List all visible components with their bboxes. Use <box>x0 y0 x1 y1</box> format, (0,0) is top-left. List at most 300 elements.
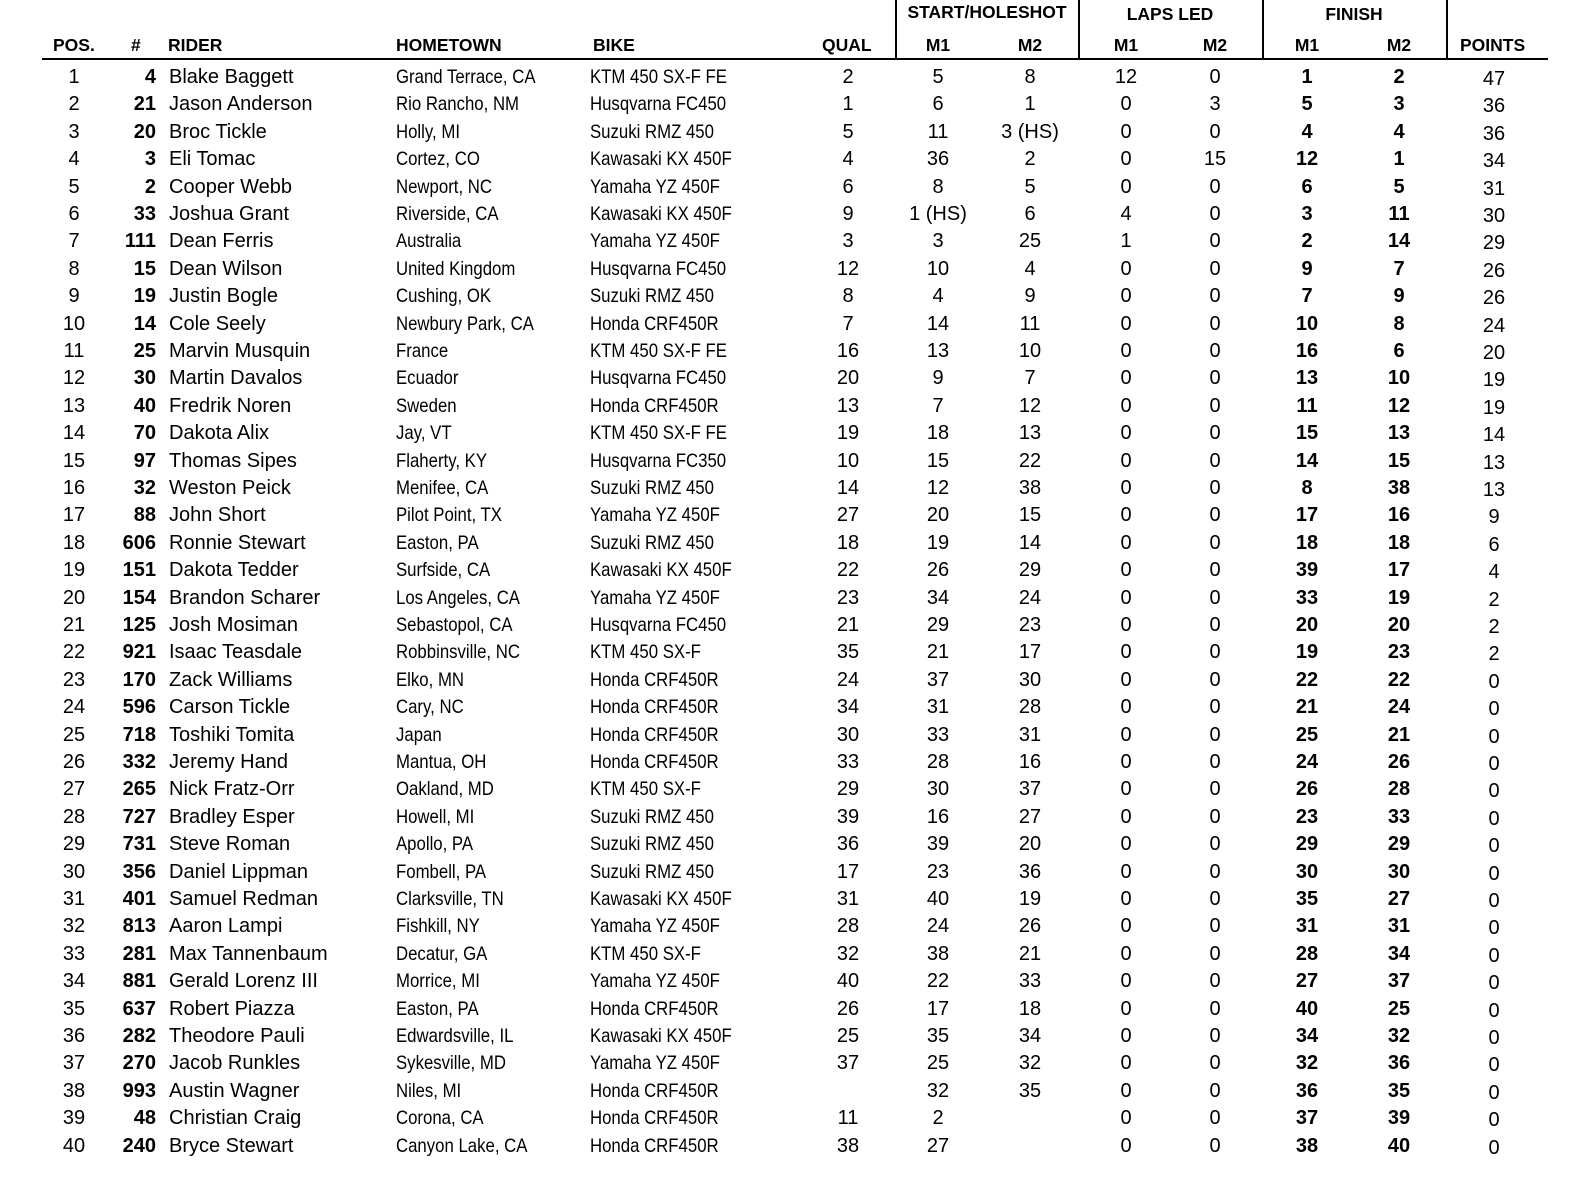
cell-start-m1: 20 <box>926 504 950 527</box>
cell-number: 606 <box>122 531 156 554</box>
cell-bike <box>590 1132 740 1160</box>
cell-rider: Max Tannenbaum <box>169 942 328 965</box>
cell-laps-m1: 0 <box>1120 531 1132 554</box>
cell-bike-text: Yamaha YZ 450F <box>590 504 720 527</box>
cell-bike-text: Honda CRF450R <box>590 1107 719 1130</box>
cell-bike-text: Kawasaki KX 450F <box>590 203 732 225</box>
cell-start-m1: 31 <box>926 696 950 719</box>
cell-finish-m2: 12 <box>1387 394 1411 417</box>
cell-hometown <box>396 666 475 694</box>
cell-pos: 1 <box>68 66 80 88</box>
cell-qual: 16 <box>836 340 860 362</box>
cell-bike <box>590 337 749 365</box>
cell-number: 154 <box>122 586 156 609</box>
cell-laps-m2: 0 <box>1209 668 1221 691</box>
cell-rider: Austin Wagner <box>169 1079 300 1102</box>
cell-pos: 10 <box>62 312 86 335</box>
cell-points: 30 <box>1482 205 1506 227</box>
cell-finish-m2: 35 <box>1387 1079 1411 1102</box>
cell-hometown-text: Ecuador <box>396 367 459 390</box>
cell-rider: Cooper Webb <box>169 175 293 198</box>
cell-hometown <box>396 885 521 913</box>
cell-start-m2: 5 <box>1024 175 1036 198</box>
cell-number: 596 <box>122 696 156 719</box>
cell-start-m1: 28 <box>926 751 950 773</box>
cell-hometown <box>396 611 532 639</box>
cell-finish-m2: 30 <box>1387 860 1411 883</box>
cell-rider: Joshua Grant <box>169 203 290 225</box>
cell-pos: 34 <box>62 970 86 993</box>
cell-qual: 8 <box>842 285 854 308</box>
cell-number: 332 <box>122 751 156 773</box>
cell-number: 125 <box>122 614 156 636</box>
cell-bike <box>590 419 749 447</box>
table-row <box>0 912 1594 940</box>
cell-bike-text: Suzuki RMZ 450 <box>590 860 714 883</box>
cell-finish-m2: 27 <box>1387 888 1411 910</box>
cell-number: 240 <box>122 1134 156 1157</box>
cell-hometown <box>396 227 472 255</box>
cell-start-m1: 5 <box>932 66 944 88</box>
cell-number: 356 <box>122 860 156 883</box>
divider-line <box>895 0 897 58</box>
cell-number: 718 <box>122 723 156 746</box>
cell-bike-text: KTM 450 SX-F <box>590 778 701 801</box>
cell-bike-text: Suzuki RMZ 450 <box>590 531 714 554</box>
cell-pos: 32 <box>62 915 86 938</box>
cell-hometown-text: Fishkill, NY <box>396 915 480 938</box>
cell-qual: 1 <box>842 93 854 116</box>
cell-number: 21 <box>133 93 156 116</box>
table-row <box>0 474 1594 502</box>
cell-hometown <box>396 967 494 995</box>
cell-finish-m2: 5 <box>1393 175 1405 198</box>
cell-laps-m1: 0 <box>1120 970 1132 993</box>
divider-line <box>1262 0 1264 58</box>
cell-laps-m2: 0 <box>1209 340 1221 362</box>
cell-finish-m2: 22 <box>1387 668 1411 691</box>
cell-hometown-text: Flaherty, KY <box>396 449 488 472</box>
cell-laps-m1: 0 <box>1120 860 1132 883</box>
cell-laps-m1: 0 <box>1120 641 1132 664</box>
cell-pos: 6 <box>68 203 80 225</box>
cell-finish-m2: 11 <box>1388 203 1410 225</box>
cell-bike <box>590 173 741 201</box>
cell-bike <box>590 885 755 913</box>
cell-pos: 23 <box>62 668 86 691</box>
cell-pos: 40 <box>62 1134 86 1157</box>
cell-start-m1: 17 <box>926 997 950 1020</box>
table-row <box>0 310 1594 338</box>
table-row <box>0 885 1594 913</box>
cell-start-m1: 7 <box>932 394 944 417</box>
cell-number: 2 <box>144 175 156 198</box>
cell-hometown-text: Sweden <box>396 394 457 417</box>
cell-pos: 20 <box>62 586 86 609</box>
cell-points: 9 <box>1488 506 1500 529</box>
cell-finish-m1: 8 <box>1301 477 1313 499</box>
cell-hometown <box>396 337 457 365</box>
cell-finish-m2: 9 <box>1393 285 1405 308</box>
cell-hometown <box>396 912 494 940</box>
cell-bike-text: KTM 450 SX-F FE <box>590 340 727 362</box>
cell-points: 0 <box>1488 999 1500 1022</box>
cell-start-m1: 23 <box>926 860 950 883</box>
cell-hometown-text: Decatur, GA <box>396 942 488 965</box>
header-pos: POS. <box>53 35 95 55</box>
cell-finish-m1: 34 <box>1295 1025 1319 1047</box>
cell-bike-text: Husqvarna FC450 <box>590 367 727 390</box>
cell-finish-m2: 32 <box>1387 1025 1411 1047</box>
cell-finish-m1: 12 <box>1295 148 1319 171</box>
cell-hometown-text: Canyon Lake, CA <box>396 1134 528 1157</box>
cell-bike <box>590 1077 740 1105</box>
cell-hometown <box>396 419 461 447</box>
cell-rider: Justin Bogle <box>169 285 278 308</box>
cell-bike <box>590 200 755 228</box>
cell-laps-m2: 15 <box>1203 148 1227 171</box>
cell-finish-m1: 7 <box>1301 285 1313 308</box>
cell-hometown-text: Corona, CA <box>396 1107 484 1130</box>
cell-laps-m1: 0 <box>1120 668 1132 691</box>
cell-points: 26 <box>1482 287 1506 310</box>
cell-bike <box>590 858 734 886</box>
header-hometown: HOMETOWN <box>396 35 502 55</box>
cell-rider: Daniel Lippman <box>169 860 308 883</box>
cell-qual: 6 <box>842 175 854 198</box>
cell-bike-text: Husqvarna FC350 <box>590 449 727 472</box>
cell-bike <box>590 364 748 392</box>
cell-pos: 21 <box>62 614 86 636</box>
cell-number: 20 <box>133 120 156 143</box>
cell-points: 2 <box>1488 588 1500 611</box>
cell-laps-m1: 0 <box>1120 422 1132 445</box>
cell-bike <box>590 90 748 118</box>
cell-bike-text: Yamaha YZ 450F <box>590 970 720 993</box>
cell-hometown-text: Cortez, CO <box>396 148 480 171</box>
cell-start-m2: 3 (HS) <box>1001 120 1059 143</box>
cell-finish-m1: 27 <box>1295 970 1319 993</box>
cell-hometown <box>396 775 510 803</box>
cell-pos: 7 <box>68 230 80 253</box>
header-start-m2: M2 <box>1017 35 1043 55</box>
cell-rider: Bradley Esper <box>169 805 295 828</box>
cell-laps-m1: 0 <box>1120 915 1132 938</box>
cell-start-m2: 33 <box>1018 970 1042 993</box>
cell-number: 30 <box>133 367 156 390</box>
cell-qual: 32 <box>836 942 860 965</box>
cell-qual: 19 <box>836 422 860 445</box>
cell-start-m2: 26 <box>1018 915 1042 938</box>
cell-hometown <box>396 638 540 666</box>
cell-hometown <box>396 721 449 749</box>
cell-bike-text: Honda CRF450R <box>590 668 719 691</box>
cell-pos: 17 <box>62 504 86 527</box>
cell-rider: Josh Mosiman <box>169 614 298 636</box>
cell-laps-m2: 0 <box>1209 805 1221 828</box>
cell-finish-m2: 17 <box>1387 559 1411 582</box>
cell-finish-m2: 34 <box>1387 942 1411 965</box>
cell-points: 0 <box>1488 753 1500 775</box>
cell-qual: 28 <box>836 915 860 938</box>
cell-start-m2: 30 <box>1018 668 1042 691</box>
cell-number: 921 <box>122 641 156 664</box>
cell-pos: 38 <box>62 1079 86 1102</box>
cell-hometown <box>396 310 556 338</box>
table-row <box>0 1132 1594 1160</box>
cell-start-m2: 22 <box>1018 449 1042 472</box>
cell-laps-m1: 0 <box>1120 696 1132 719</box>
cell-finish-m1: 40 <box>1295 997 1319 1020</box>
cell-hometown <box>396 584 540 612</box>
header-rider: RIDER <box>168 35 223 55</box>
cell-finish-m2: 39 <box>1387 1107 1411 1130</box>
cell-start-m2: 20 <box>1018 833 1042 856</box>
cell-laps-m1: 0 <box>1120 942 1132 965</box>
cell-laps-m1: 0 <box>1120 257 1132 280</box>
cell-start-m2: 35 <box>1018 1079 1042 1102</box>
cell-finish-m1: 3 <box>1301 203 1313 225</box>
cell-hometown <box>396 173 508 201</box>
cell-bike <box>590 611 748 639</box>
cell-rider: Jason Anderson <box>169 93 313 116</box>
cell-finish-m1: 25 <box>1295 723 1319 746</box>
cell-finish-m2: 3 <box>1393 93 1405 116</box>
cell-pos: 3 <box>68 120 80 143</box>
cell-bike <box>590 775 719 803</box>
cell-laps-m2: 0 <box>1209 285 1221 308</box>
cell-start-m1: 26 <box>926 559 950 582</box>
cell-laps-m1: 1 <box>1120 230 1132 253</box>
cell-hometown <box>396 748 501 776</box>
cell-rider: Dakota Alix <box>169 422 270 445</box>
cell-start-m2: 25 <box>1018 230 1042 253</box>
cell-laps-m2: 0 <box>1209 531 1221 554</box>
cell-pos: 26 <box>62 751 86 773</box>
cell-finish-m1: 5 <box>1301 93 1313 116</box>
cell-rider: Theodore Pauli <box>169 1025 305 1047</box>
cell-finish-m1: 4 <box>1301 120 1313 143</box>
cell-laps-m1: 0 <box>1120 833 1132 856</box>
cell-points: 0 <box>1488 890 1500 912</box>
cell-start-m1: 34 <box>926 586 950 609</box>
cell-laps-m1: 0 <box>1120 614 1132 636</box>
cell-hometown <box>396 63 558 91</box>
cell-pos: 4 <box>68 148 80 171</box>
cell-bike <box>590 584 741 612</box>
cell-bike-text: Honda CRF450R <box>590 394 719 417</box>
header-start-holeshot: START/HOLESHOT <box>907 2 1067 22</box>
cell-start-m1: 12 <box>926 477 950 499</box>
cell-laps-m2: 0 <box>1209 312 1221 335</box>
cell-qual: 10 <box>836 449 860 472</box>
cell-rider: Ronnie Stewart <box>169 531 306 554</box>
cell-start-m1: 10 <box>926 257 950 280</box>
cell-qual: 22 <box>836 559 860 582</box>
cell-finish-m2: 16 <box>1387 504 1411 527</box>
cell-hometown-text: Holly, MI <box>396 120 460 143</box>
cell-hometown-text: Pilot Point, TX <box>396 504 502 527</box>
cell-start-m2: 24 <box>1018 586 1042 609</box>
cell-laps-m1: 0 <box>1120 504 1132 527</box>
cell-start-m2: 8 <box>1024 66 1036 88</box>
cell-bike <box>590 501 741 529</box>
cell-number: 40 <box>133 394 156 417</box>
cell-start-m1: 1 (HS) <box>909 203 967 225</box>
cell-start-m2: 11 <box>1019 312 1041 335</box>
cell-laps-m2: 0 <box>1209 1052 1221 1075</box>
cell-laps-m2: 0 <box>1209 641 1221 664</box>
cell-rider: John Short <box>169 504 266 527</box>
cell-laps-m2: 0 <box>1209 942 1221 965</box>
cell-start-m2: 31 <box>1018 723 1042 746</box>
cell-rider: Marvin Musquin <box>169 340 311 362</box>
cell-start-m1: 29 <box>926 614 950 636</box>
cell-finish-m2: 23 <box>1387 641 1411 664</box>
cell-start-m2: 14 <box>1018 531 1042 554</box>
cell-laps-m2: 0 <box>1209 1107 1221 1130</box>
cell-start-m1: 6 <box>932 93 944 116</box>
cell-finish-m1: 15 <box>1295 422 1319 445</box>
cell-number: 281 <box>122 942 156 965</box>
cell-laps-m2: 0 <box>1209 449 1221 472</box>
cell-start-m2: 32 <box>1018 1052 1042 1075</box>
cell-hometown-text: Easton, PA <box>396 531 479 554</box>
cell-start-m2: 21 <box>1018 942 1042 965</box>
cell-laps-m2: 0 <box>1209 997 1221 1020</box>
cell-points: 0 <box>1488 1136 1500 1159</box>
cell-qual: 14 <box>836 477 860 499</box>
cell-finish-m1: 1 <box>1301 66 1313 88</box>
cell-pos: 19 <box>62 559 86 582</box>
cell-start-m2: 16 <box>1018 751 1042 773</box>
cell-laps-m1: 0 <box>1120 449 1132 472</box>
cell-laps-m1: 0 <box>1120 1025 1132 1047</box>
header-points: POINTS <box>1460 35 1526 55</box>
cell-qual: 11 <box>837 1107 859 1130</box>
cell-rider: Steve Roman <box>169 833 291 856</box>
cell-start-m2: 13 <box>1018 422 1042 445</box>
cell-start-m2: 1 <box>1024 93 1036 116</box>
cell-bike <box>590 940 719 968</box>
cell-hometown <box>396 1132 549 1160</box>
cell-finish-m2: 19 <box>1387 586 1411 609</box>
cell-finish-m2: 8 <box>1393 312 1405 335</box>
cell-points: 0 <box>1488 1027 1500 1049</box>
cell-start-m1: 13 <box>926 340 950 362</box>
cell-finish-m1: 22 <box>1295 668 1319 691</box>
cell-finish-m2: 31 <box>1387 915 1411 938</box>
cell-bike-text: KTM 450 SX-F <box>590 641 701 664</box>
cell-qual: 2 <box>842 66 854 88</box>
cell-laps-m2: 0 <box>1209 1025 1221 1047</box>
cell-hometown <box>396 1049 524 1077</box>
cell-qual: 34 <box>836 696 860 719</box>
table-row <box>0 392 1594 420</box>
cell-start-m1: 3 <box>932 230 944 253</box>
cell-finish-m2: 15 <box>1387 449 1411 472</box>
cell-pos: 15 <box>62 449 86 472</box>
cell-number: 97 <box>133 449 156 472</box>
cell-rider: Brandon Scharer <box>169 586 321 609</box>
table-row <box>0 1104 1594 1132</box>
cell-bike <box>590 529 734 557</box>
table-row <box>0 419 1594 447</box>
cell-points: 13 <box>1482 451 1506 474</box>
cell-qual: 18 <box>836 531 860 554</box>
cell-hometown <box>396 803 487 831</box>
cell-rider: Samuel Redman <box>169 888 318 910</box>
cell-bike <box>590 830 734 858</box>
cell-finish-m2: 25 <box>1387 997 1411 1020</box>
header-laps-m2: M2 <box>1202 35 1228 55</box>
cell-qual: 3 <box>842 230 854 253</box>
cell-rider: Jeremy Hand <box>169 751 288 773</box>
cell-points: 0 <box>1488 698 1500 721</box>
cell-finish-m2: 26 <box>1387 751 1411 773</box>
cell-hometown-text: Grand Terrace, CA <box>396 66 536 88</box>
table-row <box>0 1049 1594 1077</box>
cell-qual: 37 <box>836 1052 860 1075</box>
cell-bike <box>590 912 741 940</box>
cell-laps-m1: 0 <box>1120 778 1132 801</box>
cell-pos: 28 <box>62 805 86 828</box>
cell-laps-m2: 0 <box>1209 778 1221 801</box>
header-finish-m1: M1 <box>1294 35 1320 55</box>
cell-number: 19 <box>133 285 156 308</box>
cell-rider: Toshiki Tomita <box>169 723 295 746</box>
cell-bike-text: Yamaha YZ 450F <box>590 1052 720 1075</box>
cell-hometown-text: Cary, NC <box>396 696 464 719</box>
cell-start-m2: 2 <box>1024 148 1036 171</box>
cell-points: 47 <box>1482 68 1506 90</box>
header-underline <box>42 58 1548 60</box>
cell-laps-m2: 0 <box>1209 504 1221 527</box>
cell-start-m2: 12 <box>1018 394 1042 417</box>
cell-pos: 39 <box>62 1107 86 1130</box>
cell-finish-m1: 21 <box>1295 696 1319 719</box>
cell-bike-text: Suzuki RMZ 450 <box>590 120 714 143</box>
cell-finish-m1: 35 <box>1295 888 1319 910</box>
cell-qual: 27 <box>836 504 860 527</box>
cell-pos: 36 <box>62 1025 86 1047</box>
cell-hometown <box>396 1104 498 1132</box>
divider-line <box>1446 0 1448 58</box>
cell-hometown <box>396 693 475 721</box>
cell-number: 265 <box>122 778 156 801</box>
table-row <box>0 501 1594 529</box>
cell-hometown-text: Easton, PA <box>396 997 479 1020</box>
cell-laps-m1: 0 <box>1120 394 1132 417</box>
table-row <box>0 337 1594 365</box>
cell-bike-text: Honda CRF450R <box>590 997 719 1020</box>
cell-bike <box>590 666 740 694</box>
cell-laps-m2: 0 <box>1209 723 1221 746</box>
cell-rider: Blake Baggett <box>169 66 294 88</box>
table-row <box>0 227 1594 255</box>
cell-finish-m1: 31 <box>1295 915 1319 938</box>
table-row <box>0 858 1594 886</box>
cell-hometown <box>396 255 535 283</box>
cell-start-m2: 36 <box>1018 860 1042 883</box>
cell-bike <box>590 118 734 146</box>
cell-start-m1: 2 <box>932 1107 944 1130</box>
cell-points: 24 <box>1482 314 1506 337</box>
cell-qual: 25 <box>836 1025 860 1047</box>
cell-start-m1: 14 <box>926 312 950 335</box>
cell-hometown <box>396 858 501 886</box>
cell-finish-m2: 1 <box>1393 148 1405 171</box>
